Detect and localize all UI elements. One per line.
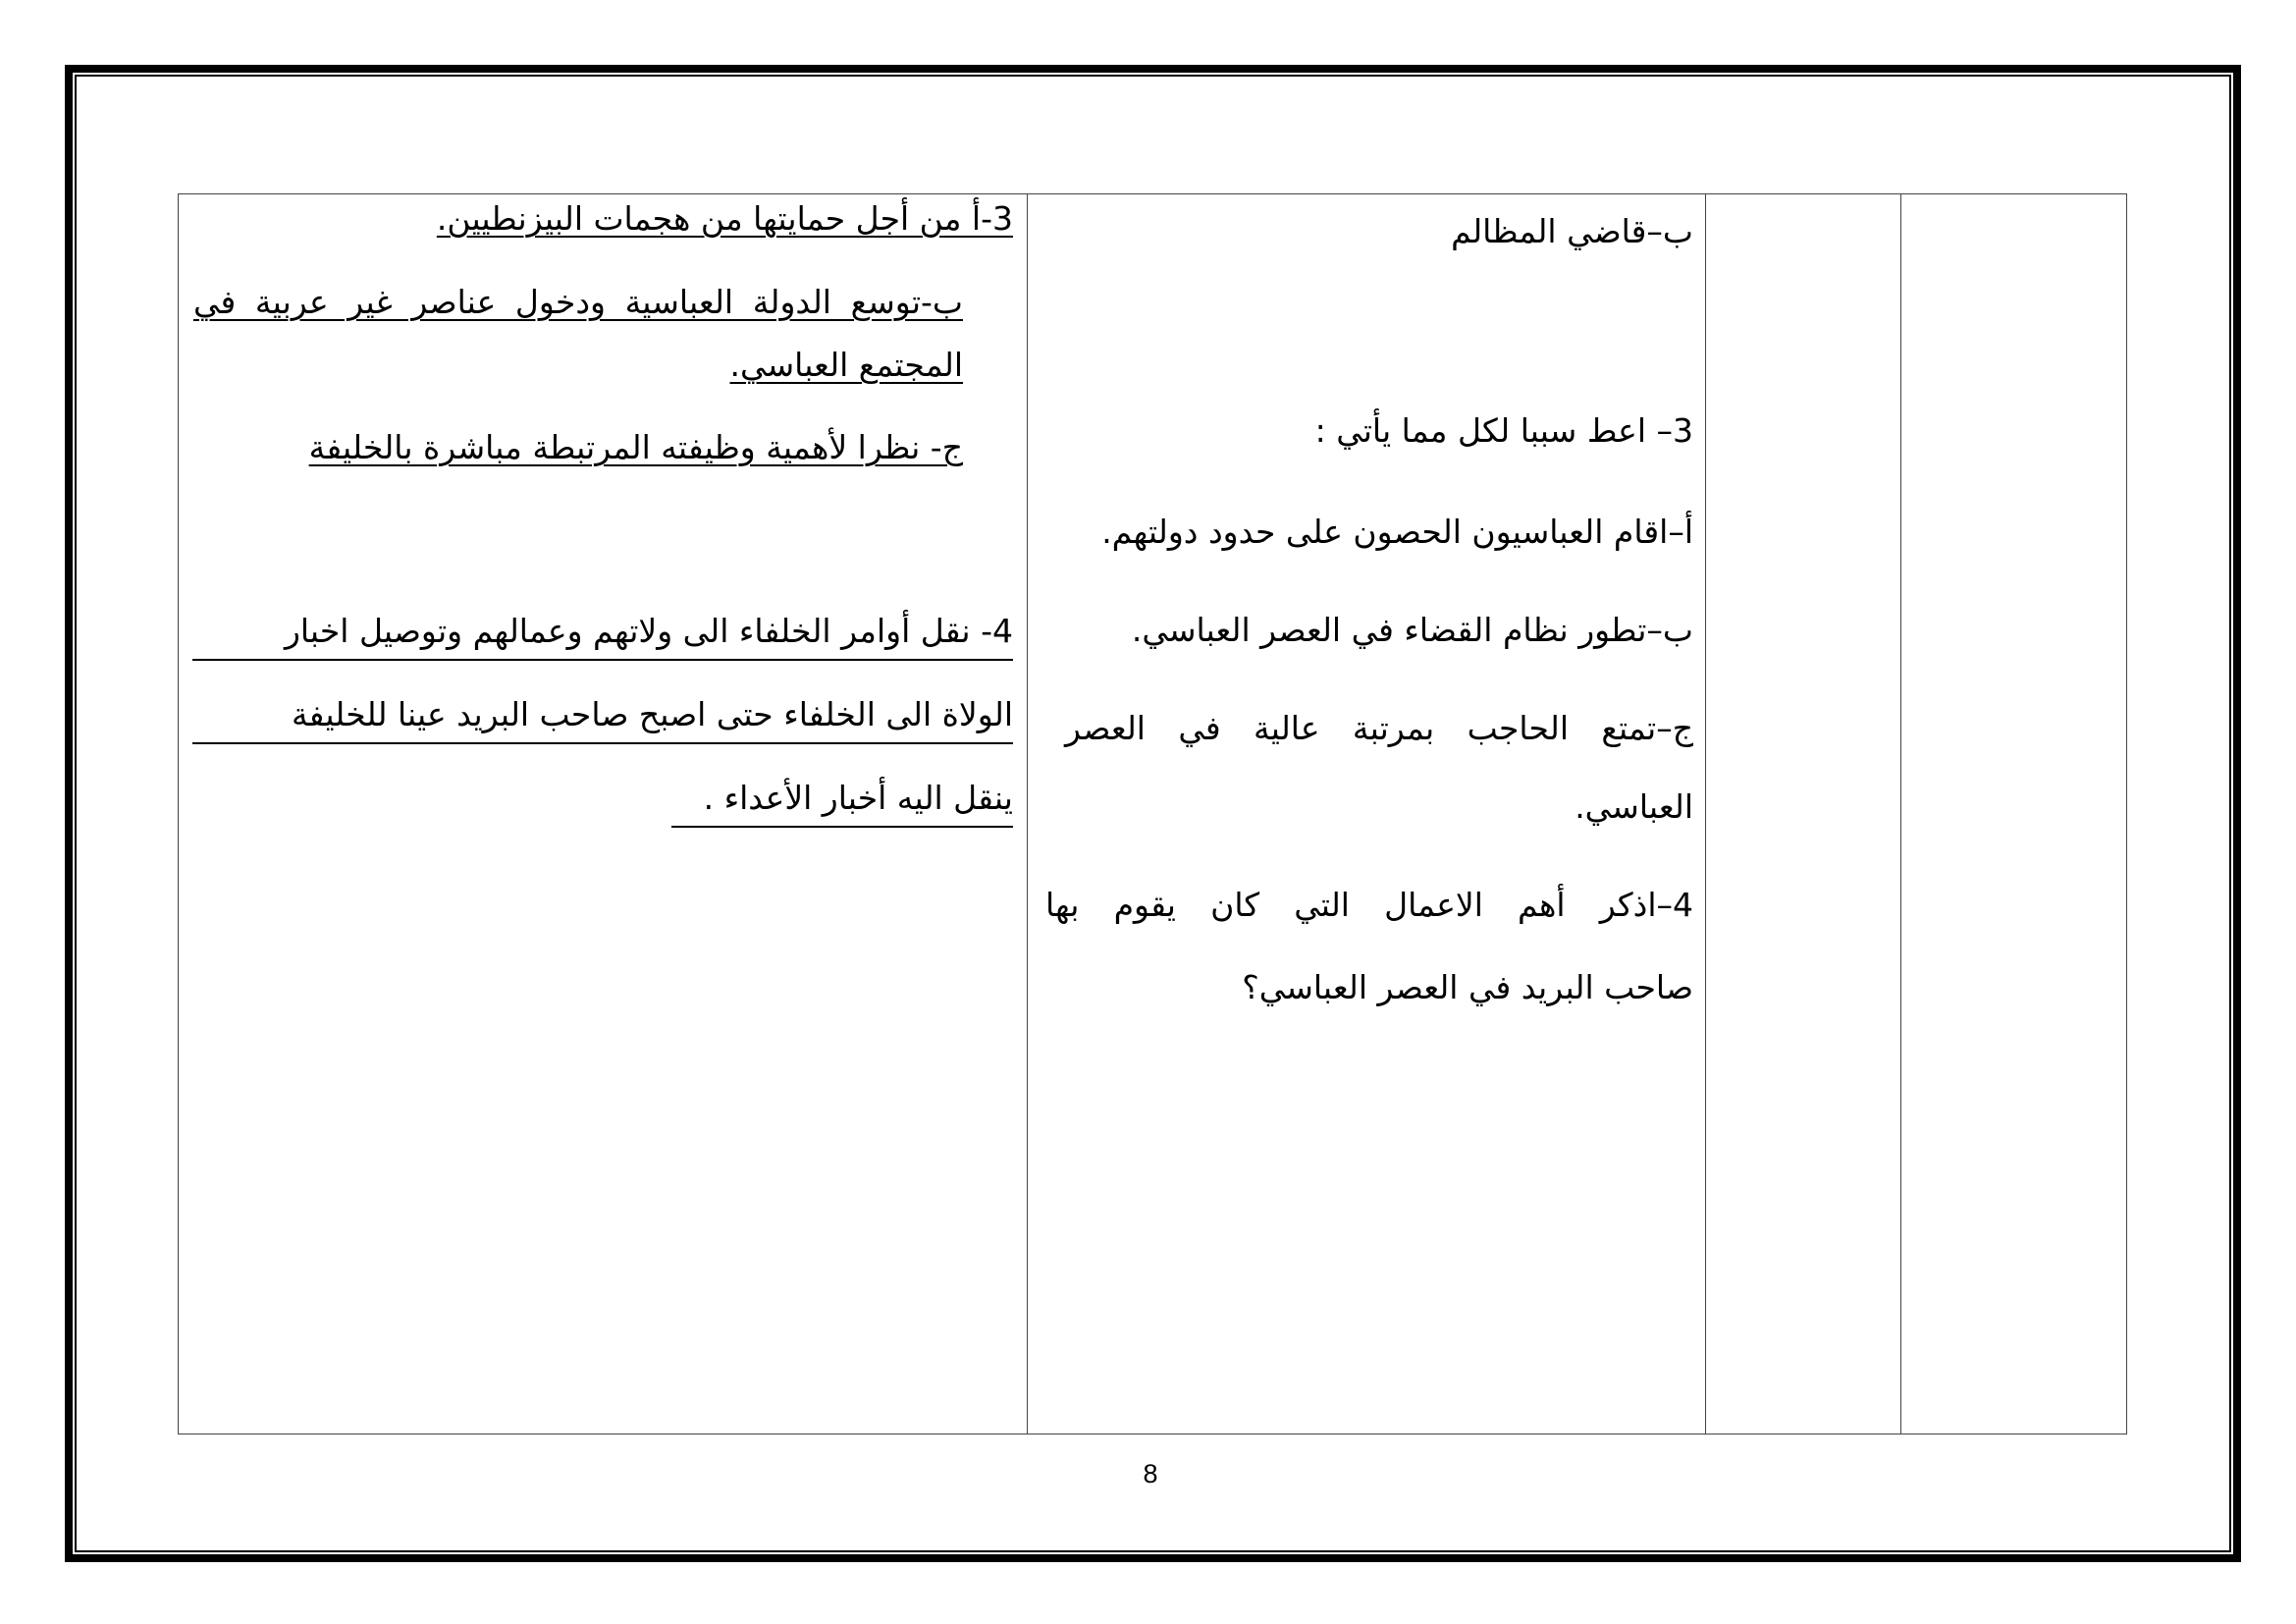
answer-3b-line1: ب-توسع الدولة العباسية ودخول عناصر غير عربية في [193,283,963,321]
answer-4-underline-3 [671,826,1013,828]
answer-3a: 3-أ من أجل حمايتها من هجمات البيزنطيين. [436,199,1013,238]
question-4-line1: 4–اذكر أهم الاعمال التي كان يقوم بها [1045,886,1693,924]
blank-column-2 [1901,194,2127,1435]
question-3c-line2: العباسي. [1575,787,1693,826]
answer-3c: ج- نظرا لأهمية وظيفته المرتبطة مباشرة بالخليفة [308,428,963,466]
answer-4-line3: ينقل اليه أخبار الأعداء . [703,779,1013,817]
answers-cell [179,194,1028,1435]
answer-3b-line2: المجتمع العباسي. [729,346,963,384]
answer-4-underline-1 [192,659,1013,661]
question-3c-line1: ج–تمتع الحاجب بمرتبة عالية في العصر [1065,709,1693,747]
blank-column-1 [1706,194,1901,1435]
question-b-judge: ب–قاضي المظالم [1451,212,1693,250]
question-3b: ب–تطور نظام القضاء في العصر العباسي. [1131,611,1693,649]
table-row [179,194,2127,1435]
answer-4-line1: 4- نقل أوامر الخلفاء الى ولاتهم وعمالهم وتوصيل اخبار [284,612,1013,650]
answer-4-line2: الولاة الى الخلفاء حتى اصبح صاحب البريد عينا للخليفة [291,695,1013,733]
question-3-header: 3– اعط سببا لكل مما يأتي : [1314,411,1693,450]
worksheet-table [178,193,2127,1435]
page-number: 8 [1143,1459,1158,1489]
answer-4-underline-2 [192,742,1013,744]
question-4-line2: صاحب البريد في العصر العباسي؟ [1242,968,1693,1006]
questions-cell [1028,194,1706,1435]
question-3a: أ–اقام العباسيون الحصون على حدود دولتهم. [1101,513,1693,551]
